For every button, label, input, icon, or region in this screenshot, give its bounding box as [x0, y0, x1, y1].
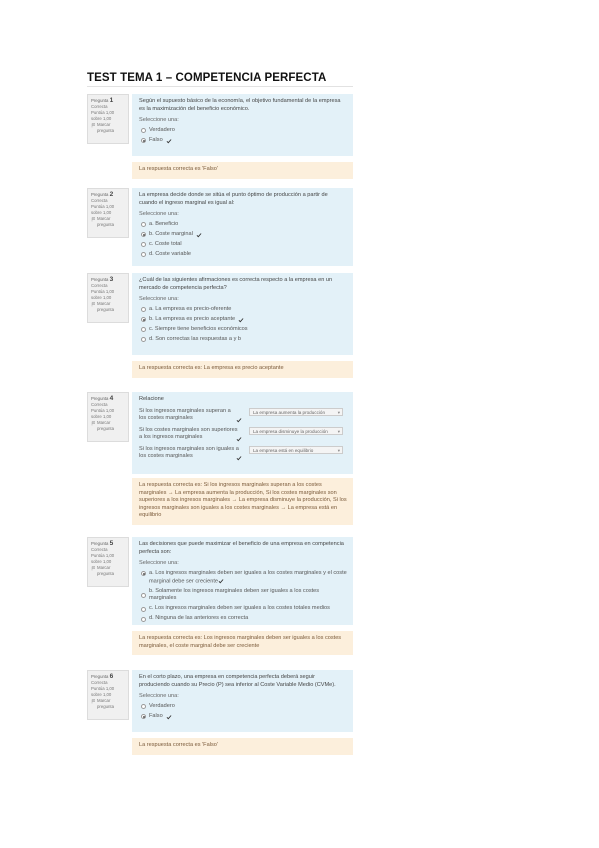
question-score: Puntúa 1,00 sobre 1,00 — [91, 289, 115, 300]
question-status: Correcta — [91, 198, 108, 203]
option-label: Falso — [149, 137, 163, 143]
feedback-box: La respuesta correcta es: La empresa es precio aceptante — [132, 361, 353, 378]
checkmark-icon — [166, 138, 172, 144]
question-text: En el corto plazo, una empresa en competencia perfecta deberá seguir produciendo cuando su Precio (P) sea inferior al Coste Variable Medio (CVMe). — [139, 674, 336, 688]
match-statement: Si los ingresos marginales superan a los costes marginales — [139, 407, 231, 421]
radio-button[interactable] — [141, 337, 146, 342]
flag-icon — [91, 302, 96, 307]
answer-option[interactable] — [141, 588, 347, 603]
radio-button[interactable] — [141, 252, 146, 257]
flag-question-button[interactable] — [91, 122, 126, 134]
flag-question-button[interactable] — [91, 565, 126, 577]
question-label: Pregunta — [91, 674, 109, 679]
question-info — [87, 188, 129, 238]
question-status: Correcta — [91, 283, 108, 288]
flag-icon — [91, 699, 96, 704]
match-select-value: La empresa disminuye la producción — [253, 428, 328, 434]
radio-button[interactable] — [141, 617, 146, 622]
question-number: 5 — [109, 540, 114, 547]
match-row — [139, 408, 347, 423]
flag-question-button[interactable] — [91, 698, 126, 710]
answer-option[interactable] — [141, 127, 347, 135]
match-select-value: La empresa está en equilibrio — [253, 447, 314, 453]
select-label: Seleccione una: — [139, 117, 179, 123]
option-label: b. La empresa es precio aceptante — [149, 316, 236, 322]
answer-option[interactable] — [141, 316, 347, 324]
match-row — [139, 427, 347, 442]
question-number: 1 — [109, 97, 114, 104]
question-label: Pregunta — [91, 192, 109, 197]
question-number: 6 — [109, 673, 114, 680]
flag-icon — [91, 123, 96, 128]
option-label: Falso — [149, 713, 163, 719]
question-content — [132, 670, 353, 732]
page-title: TEST TEMA 1 – COMPETENCIA PERFECTA — [87, 72, 327, 84]
radio-button-selected[interactable] — [141, 138, 146, 143]
question-content — [132, 94, 353, 156]
question-label: Pregunta — [91, 277, 109, 282]
question-content — [132, 537, 353, 625]
question-score: Puntúa 1,00 sobre 1,00 — [91, 408, 115, 419]
question-label: Pregunta — [91, 396, 109, 401]
question-status: Correcta — [91, 402, 108, 407]
question-info — [87, 537, 129, 587]
radio-button[interactable] — [141, 593, 146, 598]
match-select[interactable] — [249, 408, 343, 416]
answer-option[interactable] — [141, 241, 347, 249]
match-select[interactable] — [249, 446, 343, 454]
answer-option[interactable] — [141, 615, 347, 623]
checkmark-icon — [236, 436, 242, 442]
option-label: a. Beneficio — [149, 221, 179, 227]
question-status: Correcta — [91, 104, 108, 109]
question-number: 2 — [109, 191, 114, 198]
question-content — [132, 188, 353, 266]
feedback-box: La respuesta correcta es 'Falso' — [132, 738, 353, 755]
question-info — [87, 670, 129, 720]
flag-label: Marcar pregunta — [97, 698, 114, 709]
title-divider — [87, 86, 353, 87]
question-score: Puntúa 1,00 sobre 1,00 — [91, 204, 115, 215]
match-select-value: La empresa aumenta la producción — [253, 409, 326, 415]
match-statement: Si los ingresos marginales son iguales a los costes marginales — [139, 445, 239, 459]
question-info — [87, 273, 129, 323]
flag-label: Marcar pregunta — [97, 565, 114, 576]
question-text: Según el supuesto básico de la economía, el objetivo fundamental de la empresa es la maximización del beneficio económico. — [139, 98, 341, 112]
answer-option[interactable] — [141, 336, 347, 344]
chevron-down-icon: ▾ — [337, 409, 340, 415]
radio-button[interactable] — [141, 128, 146, 133]
question-text: Relacione — [139, 396, 164, 402]
question-info — [87, 94, 129, 144]
checkmark-icon — [196, 232, 202, 238]
feedback-box: La respuesta correcta es 'Falso' — [132, 162, 353, 179]
question-content — [132, 392, 353, 474]
answer-option[interactable] — [141, 326, 347, 334]
checkmark-icon — [236, 417, 242, 423]
option-label: d. Son correctas las respuestas a y b — [149, 336, 242, 342]
radio-button[interactable] — [141, 704, 146, 709]
option-label: d. Coste variable — [149, 251, 191, 257]
match-select[interactable] — [249, 427, 343, 435]
question-score: Puntúa 1,00 sobre 1,00 — [91, 686, 115, 697]
question-score: Puntúa 1,00 sobre 1,00 — [91, 110, 115, 121]
chevron-down-icon: ▾ — [337, 428, 340, 434]
flag-question-button[interactable] — [91, 420, 126, 432]
question-label: Pregunta — [91, 98, 109, 103]
option-label: b. Solamente los ingresos marginales deben ser iguales a los costes marginales — [149, 587, 320, 602]
question-text: ¿Cuál de las siguientes afirmaciones es correcta respecto a la empresa en un mercado de competencia perfecta? — [139, 277, 333, 291]
flag-label: Marcar pregunta — [97, 122, 114, 133]
checkmark-icon — [238, 317, 244, 323]
radio-button-selected[interactable] — [141, 232, 146, 237]
option-label: d. Ninguna de las anteriores es correcta — [149, 615, 249, 622]
option-label: b. Coste marginal — [149, 231, 193, 237]
select-label: Seleccione una: — [139, 296, 179, 302]
radio-button[interactable] — [141, 327, 146, 332]
radio-button[interactable] — [141, 222, 146, 227]
flag-question-button[interactable] — [91, 301, 126, 313]
answer-option[interactable] — [141, 703, 347, 711]
answer-option[interactable] — [141, 570, 347, 585]
match-row — [139, 446, 347, 461]
question-status: Correcta — [91, 547, 108, 552]
option-label: a. Los ingresos marginales deben ser iguales a los costes marginales y el coste marginal debe ser creciente — [149, 570, 347, 584]
question-info — [87, 392, 129, 442]
chevron-down-icon: ▾ — [337, 447, 340, 453]
answer-option[interactable] — [141, 231, 347, 239]
radio-button-selected[interactable] — [141, 714, 146, 719]
question-text: Las decisiones que puede maximizar el beneficio de una empresa en competencia perfecta son: — [139, 541, 344, 555]
feedback-box: La respuesta correcta es: Si los ingresos marginales superan a los costes marginales → La empresa aumenta la producción, Si los costes marginales son superiores a los ingresos marginales → La empresa disminuye la producción, Si los ingresos marginales son iguales a los costes marginales → La empresa está en equilibrio — [132, 478, 353, 525]
answer-option[interactable] — [141, 251, 347, 259]
select-label: Seleccione una: — [139, 560, 179, 566]
option-label: c. Coste total — [149, 241, 182, 247]
question-score: Puntúa 1,00 sobre 1,00 — [91, 553, 115, 564]
flag-label: Marcar pregunta — [97, 420, 114, 431]
answer-option[interactable] — [141, 605, 347, 613]
match-statement: Si los costes marginales son superiores a los ingresos marginales — [139, 426, 238, 440]
feedback-box: La respuesta correcta es: Los ingresos marginales deben ser iguales a los costes marginales, el coste marginal debe ser creciente — [132, 631, 353, 655]
answer-option[interactable] — [141, 713, 347, 721]
question-content — [132, 273, 353, 355]
checkmark-icon — [166, 714, 172, 720]
option-label: Verdadero — [149, 127, 175, 133]
flag-icon — [91, 566, 96, 571]
radio-button-selected[interactable] — [141, 571, 146, 576]
option-label: a. La empresa es precio-oferente — [149, 306, 232, 312]
flag-label: Marcar pregunta — [97, 301, 114, 312]
option-label: c. Siempre tiene beneficios económicos — [149, 326, 248, 332]
radio-button[interactable] — [141, 607, 146, 612]
select-label: Seleccione una: — [139, 693, 179, 699]
flag-label: Marcar pregunta — [97, 216, 114, 227]
answer-option[interactable] — [141, 221, 347, 229]
flag-icon — [91, 217, 96, 222]
answer-option[interactable] — [141, 306, 347, 314]
flag-question-button[interactable] — [91, 216, 126, 228]
checkmark-icon — [218, 578, 224, 584]
question-status: Correcta — [91, 680, 108, 685]
question-text: La empresa decide donde se sitúa el punto óptimo de producción a partir de cuando el ingreso marginal es igual al: — [139, 192, 328, 206]
radio-button[interactable] — [141, 242, 146, 247]
radio-button[interactable] — [141, 307, 146, 312]
flag-icon — [91, 421, 96, 426]
checkmark-icon — [236, 455, 242, 461]
question-number: 4 — [109, 395, 114, 402]
option-label: Verdadero — [149, 703, 175, 709]
question-label: Pregunta — [91, 541, 109, 546]
answer-option[interactable] — [141, 137, 347, 145]
option-label: c. Los ingresos marginales deben ser iguales a los costes totales medios — [149, 605, 330, 612]
question-number: 3 — [109, 276, 114, 283]
select-label: Seleccione una: — [139, 211, 179, 217]
radio-button-selected[interactable] — [141, 317, 146, 322]
